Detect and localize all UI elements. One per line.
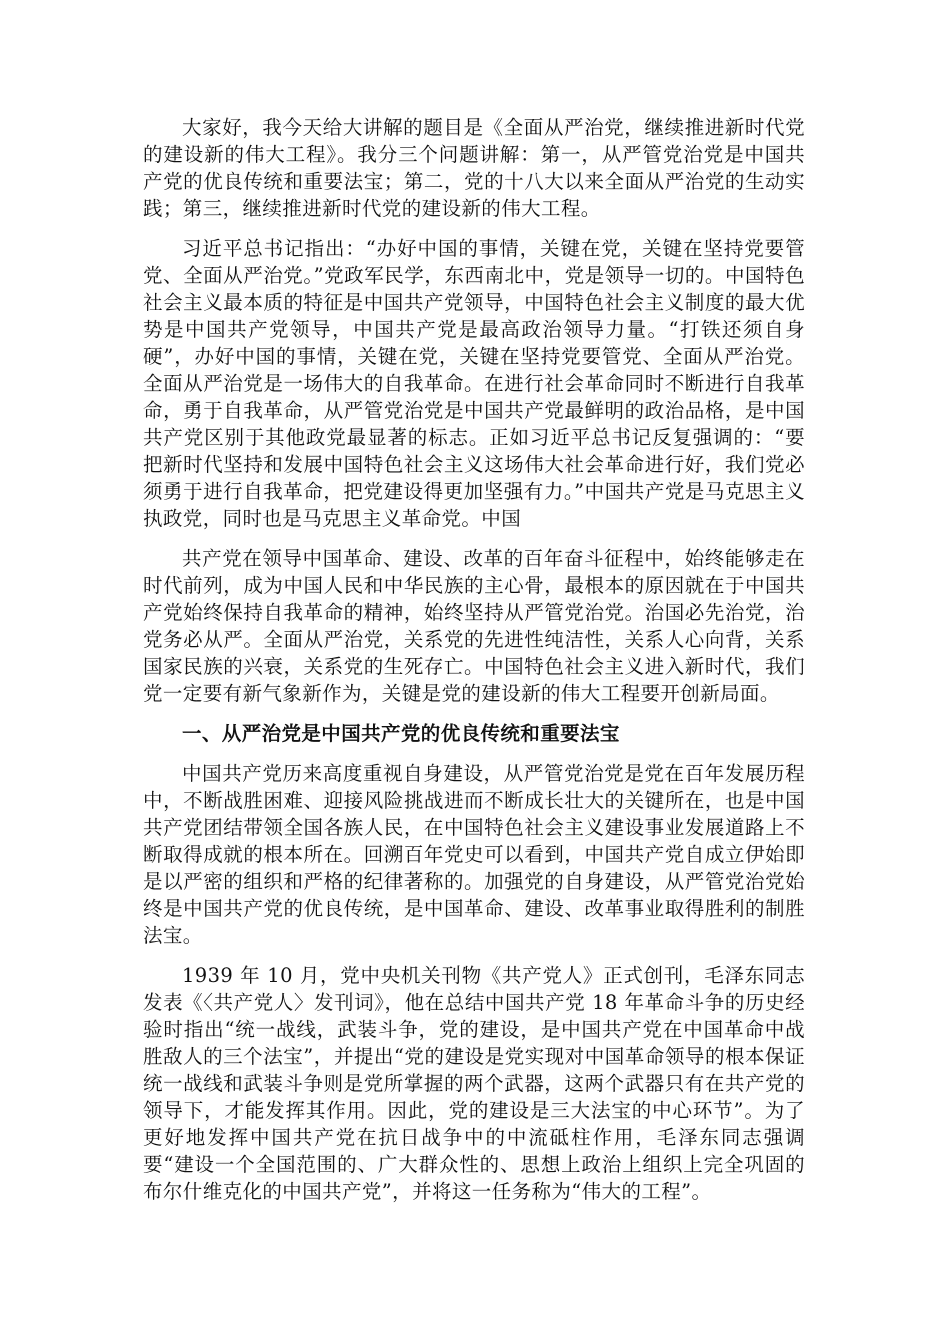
section-paragraph-1: 中国共产党历来高度重视自身建设，从严管党治党是党在百年发展历程中，不断战胜困难、迎接风险挑战进而不断成长壮大的关键所在，也是中国共产党团结带领全国各族人民，在中国特色社会主义建设事业发展道路上不断取得成就的根本所在。回溯百年党史可以看到，中国共产党自成立伊始即是以严密的组织和严格的纪律著称的。加强党的自身建设，从严管党治党始终是中国共产党的优良传统，是中国革命、建设、改革事业取得胜利的制胜法宝。 bbox=[143, 762, 805, 947]
section-paragraph-2: 1939 年 10 月，党中央机关刊物《共产党人》正式创刊，毛泽东同志发表《〈共产党人〉发刊词》，他在总结中国共产党 18 年革命斗争的历史经验时指出“统一战线，武装斗争，党的建设，是中国共产党在中国革命中战胜敌人的三个法宝”，并提出“党的建设是党实现对中国革命领导的根本保证统一战线和武装斗争则是党所掌握的两个武器，这两个武器只有在共产党的领导下，才能发挥其作用。因此，党的建设是三大法宝的中心环节”。为了更好地发挥中国共产党在抗日战争中的中流砥柱作用，毛泽东同志强调要“建设一个全国范围的、广大群众性的、思想上政治上组织上完全巩固的布尔什维克化的中国共产党”，并将这一任务称为“伟大的工程”。 bbox=[143, 964, 805, 1203]
document-body bbox=[143, 114, 805, 1218]
intro-paragraph-2: 习近平总书记指出：“办好中国的事情，关键在党，关键在坚持党要管党、全面从严治党。”党政军民学，东西南北中，党是领导一切的。中国特色社会主义最本质的特征是中国共产党领导，中国特色社会主义制度的最大优势是中国共产党领导，中国共产党是最高政治领导力量。“打铁还须自身硬”，办好中国的事情，关键在党，关键在坚持党要管党、全面从严治党。全面从严治党是一场伟大的自我革命。在进行社会革命同时不断进行自我革命，勇于自我革命，从严管党治党是中国共产党最鲜明的政治品格，是中国共产党区别于其他政党最显著的标志。正如习近平总书记反复强调的：“要把新时代坚持和发展中国特色社会主义这场伟大社会革命进行好，我们党必须勇于进行自我革命，把党建设得更加坚强有力。”中国共产党是马克思主义执政党，同时也是马克思主义革命党。中国 bbox=[143, 237, 805, 530]
section-heading: 一、从严治党是中国共产党的优良传统和重要法宝 bbox=[182, 722, 620, 745]
intro-paragraph-3: 共产党在领导中国革命、建设、改革的百年奋斗征程中，始终能够走在时代前列，成为中国人民和中华民族的主心骨，最根本的原因就在于中国共产党始终保持自我革命的精神，始终坚持从严管党治党。治国必先治党，治党务必从严。全面从严治党，关系党的先进性纯洁性，关系人心向背，关系国家民族的兴衰，关系党的生死存亡。中国特色社会主义进入新时代，我们党一定要有新气象新作为，关键是党的建设新的伟大工程要开创新局面。 bbox=[143, 547, 805, 705]
intro-paragraph-1: 大家好，我今天给大讲解的题目是《全面从严治党，继续推进新时代党的建设新的伟大工程》。我分三个问题讲解：第一，从严管党治党是中国共产党的优良传统和重要法宝；第二，党的十八大以来全面从严治党的生动实践；第三，继续推进新时代党的建设新的伟大工程。 bbox=[143, 116, 805, 220]
